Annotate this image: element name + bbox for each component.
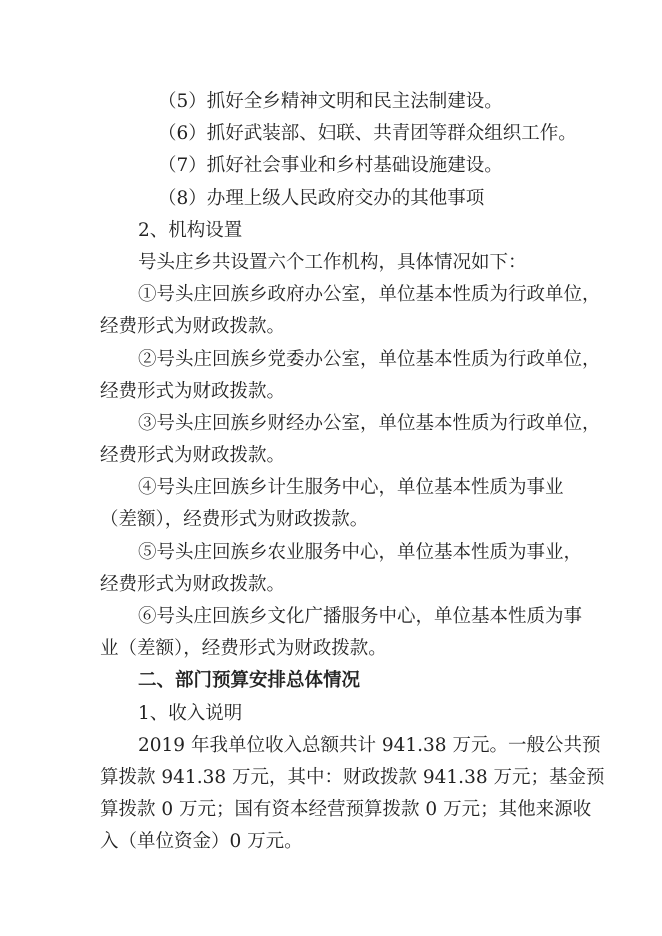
unit-5-line2: 经费形式为财政拨款。 <box>100 573 286 595</box>
subheading-income: 1、收入说明 <box>138 702 243 724</box>
section-heading-budget: 二、部门预算安排总体情况 <box>138 670 361 692</box>
income-line-4: 入（单位资金）0 万元。 <box>100 831 303 853</box>
unit-1-line1: ①号头庄回族乡政府办公室，单位基本性质为行政单位， <box>138 284 601 306</box>
org-intro: 号头庄乡共设置六个工作机构，具体情况如下： <box>138 251 527 273</box>
document-page <box>100 86 605 859</box>
unit-4-line1: ④号头庄回族乡计生服务中心，单位基本性质为事业 <box>138 477 564 499</box>
duty-item-6: （6）抓好武装部、妇联、共青团等群众组织工作。 <box>158 123 577 145</box>
duty-item-7: （7）抓好社会事业和乡村基础设施建设。 <box>158 155 503 177</box>
duty-item-5: （5）抓好全乡精神文明和民主法制建设。 <box>158 91 503 112</box>
unit-2-line1: ②号头庄回族乡党委办公室，单位基本性质为行政单位， <box>138 348 601 370</box>
unit-6-line2: 业（差额），经费形式为财政拨款。 <box>100 638 387 660</box>
unit-6-line1: ⑥号头庄回族乡文化广播服务中心，单位基本性质为事 <box>138 606 583 627</box>
unit-5-line1: ⑤号头庄回族乡农业服务中心，单位基本性质为事业， <box>138 541 583 563</box>
unit-3-line2: 经费形式为财政拨款。 <box>100 445 286 467</box>
unit-3-line1: ③号头庄回族乡财经办公室，单位基本性质为行政单位， <box>138 412 601 434</box>
income-line-1: 2019 年我单位收入总额共计 941.38 万元。一般公共预 <box>138 734 601 756</box>
unit-2-line2: 经费形式为财政拨款。 <box>100 380 286 402</box>
unit-1-line2: 经费形式为财政拨款。 <box>100 316 286 338</box>
unit-4-line2: （差额），经费形式为财政拨款。 <box>100 509 369 531</box>
section-heading-org: 2、机构设置 <box>138 219 243 241</box>
income-line-3: 算拨款 0 万元；国有资本经营预算拨款 0 万元；其他来源收 <box>100 799 592 821</box>
income-line-2: 算拨款 941.38 万元，其中：财政拨款 941.38 万元；基金预 <box>100 766 605 788</box>
duty-item-8: （8）办理上级人民政府交办的其他事项 <box>158 187 485 209</box>
